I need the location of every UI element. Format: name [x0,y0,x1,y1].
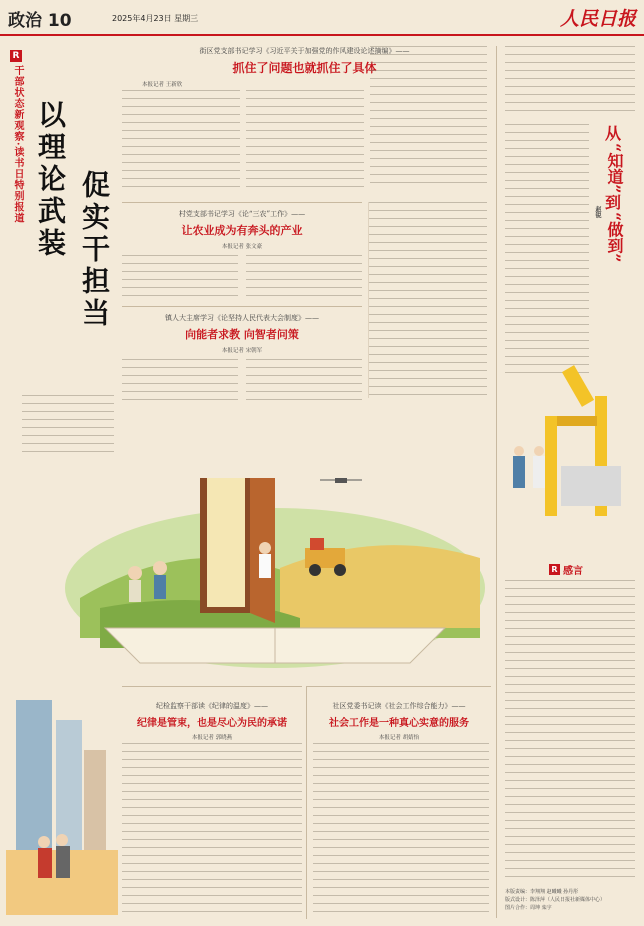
credit-images: 图片合作：周坤 栾宇 [505,905,552,911]
page-credits [505,888,637,912]
article-2-body-2 [246,255,362,301]
article-5 [306,686,491,919]
article-3-kicker: 镇人大主席学习《论坚持人民代表大会制度》—— [165,314,319,322]
article-3-body [122,359,238,405]
article-continuation [368,202,487,398]
article-3-title [122,326,362,342]
article-1-kicker: 街区党支部书记学习《习近平关于加强党的作风建设论述摘编》—— [199,47,410,55]
article-2-kicker: 村党支部书记学习《论“三农”工作》—— [178,210,306,218]
article-3-body-2 [246,359,362,405]
article-5-kicker: 社区党委书记读《社会工作综合能力》—— [332,702,466,710]
comment-badge: R [549,564,560,575]
article-2-body [122,255,238,301]
credit-layout: 版式设计：陈泽萍（人民日报社新媒体中心） [505,897,606,903]
article-1-body-3 [370,46,487,190]
illustration-farm [60,478,490,678]
illustration-city [6,680,118,915]
section-label: 政治 10 [8,11,72,31]
article-4 [122,686,302,919]
sidebar-author: 赵锐 [594,206,601,218]
article-3-title-a: 向能者求教 [185,328,241,341]
sidebar-title-3: 到 [605,193,622,213]
article-3-byline: 本报记者 宋朝军 [221,348,263,354]
credit-editors: 本版责编：李翔翔 赵曦曦 孙丹彤 [505,889,579,895]
city-scene-graphic [6,680,118,915]
article-4-body [122,743,302,917]
article-4-byline: 本报记者 郭晓燕 [191,735,233,741]
sidebar-intro [505,46,635,116]
article-2-byline: 本报记者 张文豪 [221,244,263,250]
main-headline-1: 以理论武装 [34,100,67,260]
article-1-title: 抓住了问题也就抓住了具体 [232,61,377,75]
main-headline-2: 促实干担当 [78,170,111,330]
comment-title: 感言 [563,566,583,577]
sidebar-body [505,124,589,374]
article-1-body [122,90,240,190]
article-1 [122,46,487,196]
article-3 [122,306,362,407]
article-5-body [313,743,489,917]
article-2-title: 让农业成为有奔头的产业 [181,224,303,237]
series-name: 干部状态新观察·读书日特别报道 [12,65,23,224]
intro-text [22,395,114,453]
page-number: 10 [47,11,72,31]
sidebar-title-1: 从 [605,124,622,143]
comment-header [549,562,583,577]
issue-date: 2025年4月23日 星期三 [112,14,199,23]
article-2 [122,202,362,303]
newspaper-logo: 人民日报 [559,8,636,30]
sidebar [496,46,639,918]
page-header [0,0,644,36]
article-1-body-2 [246,90,364,190]
farm-scene-graphic [60,478,490,678]
series-badge: R [10,50,22,62]
sidebar-title [605,124,624,263]
article-3-title-b: 向智者问策 [243,328,299,341]
robots-graphic [501,356,637,556]
article-4-kicker: 纪检监察干部读《纪律的温度》—— [156,702,268,710]
series-label [10,50,24,245]
article-5-byline: 本报记者 胡婧怡 [378,735,420,741]
article-5-title: 社会工作是一种真心实意的服务 [329,718,469,729]
article-4-title: 纪律是管束，也是尽心为民的承诺 [137,718,287,729]
article-1-byline: 本报记者 王新欣 [142,82,183,88]
comment-body [505,580,635,880]
sidebar-title-2: “知道” [605,143,624,194]
sidebar-title-4: “做到” [605,212,624,263]
